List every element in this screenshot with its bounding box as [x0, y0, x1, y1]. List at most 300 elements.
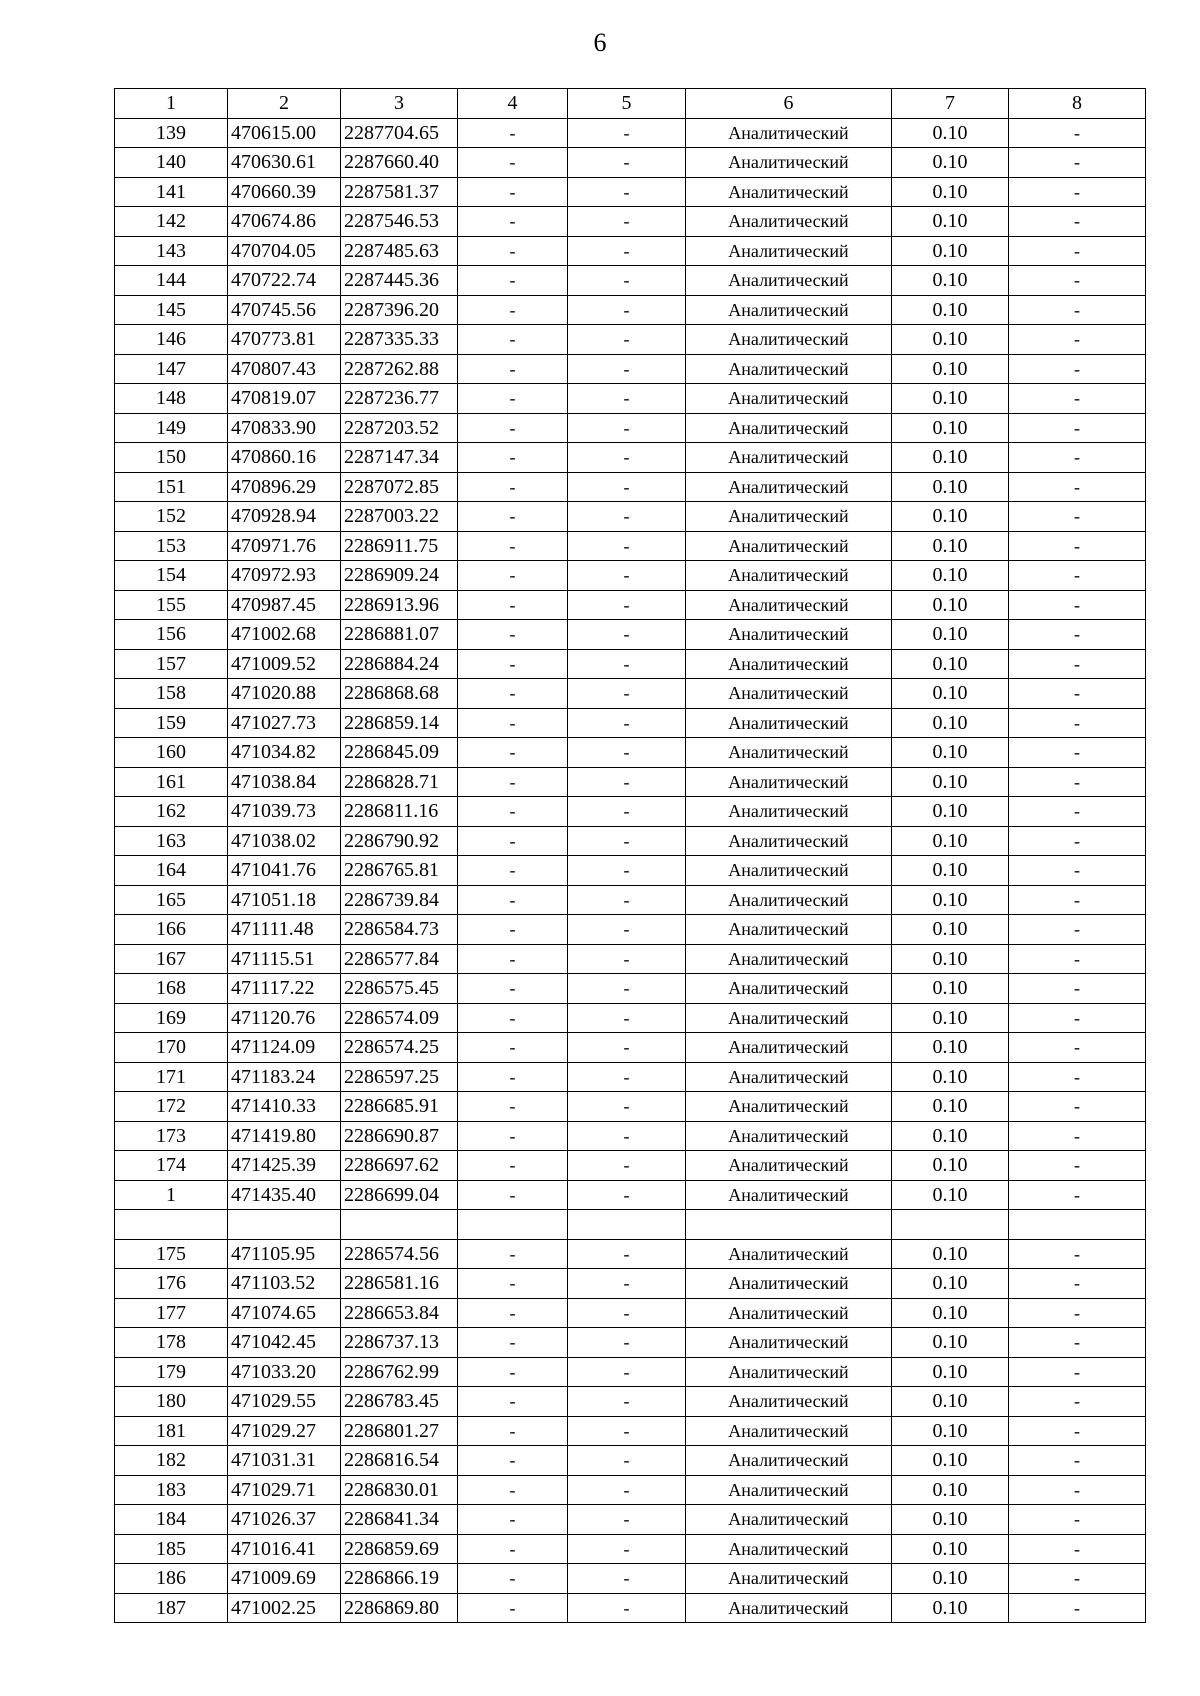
cell-col-8: - [1009, 1357, 1146, 1387]
table-row [115, 148, 1146, 178]
cell-col-8: - [1009, 1328, 1146, 1358]
cell-col-5: - [568, 1062, 686, 1092]
cell-method: Аналитический [686, 767, 892, 797]
cell-x-coordinate: 471027.73 [228, 708, 341, 738]
cell-x-coordinate: 471033.20 [228, 1357, 341, 1387]
cell-accuracy: 0.10 [892, 1475, 1009, 1505]
cell-col-4: - [458, 1062, 568, 1092]
cell-x-coordinate: 470615.00 [228, 118, 341, 148]
table-row [115, 1239, 1146, 1269]
cell-point-number: 159 [115, 708, 228, 738]
cell-col-5: - [568, 1534, 686, 1564]
cell-col-8: - [1009, 118, 1146, 148]
cell-accuracy: 0.10 [892, 1446, 1009, 1476]
cell-accuracy: 0.10 [892, 443, 1009, 473]
cell-col-4: - [458, 207, 568, 237]
cell-col-4: - [458, 1416, 568, 1446]
cell-method: Аналитический [686, 1269, 892, 1299]
cell-col-4: - [458, 1239, 568, 1269]
cell-col-4: - [458, 1387, 568, 1417]
cell-method: Аналитический [686, 413, 892, 443]
cell-method: Аналитический [686, 354, 892, 384]
cell-col-5: - [568, 1416, 686, 1446]
cell-y-coordinate: 2287262.88 [341, 354, 458, 384]
cell-accuracy: 0.10 [892, 1003, 1009, 1033]
cell-y-coordinate: 2287335.33 [341, 325, 458, 355]
cell-x-coordinate: 471002.25 [228, 1593, 341, 1623]
cell-point-number: 170 [115, 1033, 228, 1063]
cell-x-coordinate: 470971.76 [228, 531, 341, 561]
cell-x-coordinate: 471105.95 [228, 1239, 341, 1269]
cell-col-4: - [458, 679, 568, 709]
cell-col-5: - [568, 502, 686, 532]
cell-col-5 [568, 1210, 686, 1240]
cell-x-coordinate: 470674.86 [228, 207, 341, 237]
cell-point-number: 178 [115, 1328, 228, 1358]
cell-col-4: - [458, 472, 568, 502]
cell-method: Аналитический [686, 944, 892, 974]
cell-col-5: - [568, 944, 686, 974]
cell-col-4: - [458, 1269, 568, 1299]
cell-point-number: 154 [115, 561, 228, 591]
cell-col-8: - [1009, 1475, 1146, 1505]
cell-col-8: - [1009, 620, 1146, 650]
cell-col-8: - [1009, 295, 1146, 325]
cell-method: Аналитический [686, 797, 892, 827]
cell-col-4: - [458, 1357, 568, 1387]
table-row [115, 413, 1146, 443]
cell-y-coordinate: 2286859.69 [341, 1534, 458, 1564]
cell-x-coordinate: 470896.29 [228, 472, 341, 502]
cell-x-coordinate: 471039.73 [228, 797, 341, 827]
cell-point-number: 181 [115, 1416, 228, 1446]
table-row [115, 325, 1146, 355]
cell-y-coordinate: 2286699.04 [341, 1180, 458, 1210]
cell-col-4: - [458, 148, 568, 178]
cell-col-8: - [1009, 1505, 1146, 1535]
cell-method: Аналитический [686, 1239, 892, 1269]
cell-y-coordinate: 2286828.71 [341, 767, 458, 797]
table-row [115, 1210, 1146, 1240]
cell-col-4: - [458, 354, 568, 384]
table-row [115, 1121, 1146, 1151]
cell-y-coordinate: 2286790.92 [341, 826, 458, 856]
cell-y-coordinate: 2286653.84 [341, 1298, 458, 1328]
table-row [115, 708, 1146, 738]
cell-accuracy: 0.10 [892, 1239, 1009, 1269]
coordinates-table [114, 88, 1146, 1623]
cell-col-8: - [1009, 590, 1146, 620]
cell-col-4: - [458, 974, 568, 1004]
cell-accuracy: 0.10 [892, 1357, 1009, 1387]
table-row [115, 1475, 1146, 1505]
cell-point-number: 147 [115, 354, 228, 384]
cell-method: Аналитический [686, 1121, 892, 1151]
cell-col-8: - [1009, 944, 1146, 974]
column-header-2: 2 [228, 89, 341, 119]
cell-accuracy: 0.10 [892, 1328, 1009, 1358]
cell-y-coordinate: 2287003.22 [341, 502, 458, 532]
cell-y-coordinate: 2286859.14 [341, 708, 458, 738]
table-row [115, 1387, 1146, 1417]
cell-x-coordinate: 471435.40 [228, 1180, 341, 1210]
cell-col-4: - [458, 295, 568, 325]
cell-accuracy: 0.10 [892, 266, 1009, 296]
cell-col-4: - [458, 236, 568, 266]
cell-y-coordinate: 2287396.20 [341, 295, 458, 325]
cell-method: Аналитический [686, 325, 892, 355]
cell-accuracy: 0.10 [892, 561, 1009, 591]
cell-method: Аналитический [686, 207, 892, 237]
cell-x-coordinate: 470745.56 [228, 295, 341, 325]
cell-col-4: - [458, 738, 568, 768]
cell-method: Аналитический [686, 1180, 892, 1210]
cell-point-number: 150 [115, 443, 228, 473]
cell-method: Аналитический [686, 236, 892, 266]
cell-method: Аналитический [686, 1298, 892, 1328]
cell-accuracy: 0.10 [892, 708, 1009, 738]
cell-y-coordinate: 2286830.01 [341, 1475, 458, 1505]
cell-accuracy: 0.10 [892, 974, 1009, 1004]
cell-method: Аналитический [686, 384, 892, 414]
table-row [115, 944, 1146, 974]
cell-method: Аналитический [686, 266, 892, 296]
cell-col-5: - [568, 1328, 686, 1358]
cell-accuracy: 0.10 [892, 118, 1009, 148]
cell-accuracy: 0.10 [892, 944, 1009, 974]
cell-col-8: - [1009, 1239, 1146, 1269]
cell-x-coordinate: 471419.80 [228, 1121, 341, 1151]
column-header-3: 3 [341, 89, 458, 119]
cell-col-5: - [568, 1475, 686, 1505]
cell-col-5: - [568, 738, 686, 768]
cell-x-coordinate: 471038.84 [228, 767, 341, 797]
cell-y-coordinate: 2287704.65 [341, 118, 458, 148]
cell-col-4: - [458, 856, 568, 886]
cell-col-4: - [458, 885, 568, 915]
cell-point-number: 186 [115, 1564, 228, 1594]
cell-col-4: - [458, 561, 568, 591]
cell-y-coordinate: 2286584.73 [341, 915, 458, 945]
cell-y-coordinate: 2286597.25 [341, 1062, 458, 1092]
cell-x-coordinate: 470972.93 [228, 561, 341, 591]
table-header [115, 89, 1146, 119]
cell-col-5: - [568, 797, 686, 827]
cell-y-coordinate: 2286577.84 [341, 944, 458, 974]
cell-col-8: - [1009, 915, 1146, 945]
cell-y-coordinate: 2286783.45 [341, 1387, 458, 1417]
cell-x-coordinate: 471111.48 [228, 915, 341, 945]
cell-x-coordinate: 471009.52 [228, 649, 341, 679]
table-row [115, 384, 1146, 414]
cell-accuracy: 0.10 [892, 1062, 1009, 1092]
cell-method: Аналитический [686, 1505, 892, 1535]
cell-col-5: - [568, 236, 686, 266]
cell-x-coordinate: 471002.68 [228, 620, 341, 650]
cell-y-coordinate: 2287445.36 [341, 266, 458, 296]
cell-col-8: - [1009, 856, 1146, 886]
cell-accuracy: 0.10 [892, 1092, 1009, 1122]
cell-x-coordinate: 471020.88 [228, 679, 341, 709]
cell-y-coordinate: 2286911.75 [341, 531, 458, 561]
cell-col-4: - [458, 620, 568, 650]
cell-method: Аналитический [686, 1092, 892, 1122]
cell-point-number: 179 [115, 1357, 228, 1387]
table-row [115, 266, 1146, 296]
column-header-6: 6 [686, 89, 892, 119]
cell-method: Аналитический [686, 1475, 892, 1505]
cell-col-4: - [458, 1151, 568, 1181]
cell-accuracy: 0.10 [892, 236, 1009, 266]
table-row [115, 443, 1146, 473]
cell-y-coordinate: 2286690.87 [341, 1121, 458, 1151]
cell-col-4: - [458, 1534, 568, 1564]
cell-accuracy: 0.10 [892, 1180, 1009, 1210]
cell-accuracy: 0.10 [892, 502, 1009, 532]
cell-y-coordinate: 2286881.07 [341, 620, 458, 650]
cell-method: Аналитический [686, 679, 892, 709]
cell-y-coordinate: 2286737.13 [341, 1328, 458, 1358]
cell-col-4: - [458, 826, 568, 856]
cell-col-4: - [458, 1298, 568, 1328]
cell-method: Аналитический [686, 1033, 892, 1063]
cell-point-number: 185 [115, 1534, 228, 1564]
cell-col-8: - [1009, 207, 1146, 237]
cell-y-coordinate: 2286884.24 [341, 649, 458, 679]
table-row [115, 177, 1146, 207]
cell-x-coordinate: 471117.22 [228, 974, 341, 1004]
table-row [115, 1416, 1146, 1446]
cell-accuracy: 0.10 [892, 1534, 1009, 1564]
cell-col-5: - [568, 590, 686, 620]
cell-col-5: - [568, 649, 686, 679]
cell-y-coordinate: 2286685.91 [341, 1092, 458, 1122]
table-body [115, 118, 1146, 1623]
cell-x-coordinate: 471115.51 [228, 944, 341, 974]
cell-accuracy: 0.10 [892, 531, 1009, 561]
cell-x-coordinate: 470773.81 [228, 325, 341, 355]
cell-col-5: - [568, 620, 686, 650]
cell-y-coordinate: 2286574.09 [341, 1003, 458, 1033]
cell-x-coordinate: 470928.94 [228, 502, 341, 532]
cell-col-5: - [568, 826, 686, 856]
cell-method: Аналитический [686, 915, 892, 945]
cell-col-5: - [568, 1387, 686, 1417]
cell-col-8: - [1009, 738, 1146, 768]
column-header-7: 7 [892, 89, 1009, 119]
cell-col-8: - [1009, 531, 1146, 561]
cell-point-number: 180 [115, 1387, 228, 1417]
cell-col-5: - [568, 472, 686, 502]
cell-col-4: - [458, 1446, 568, 1476]
cell-col-5: - [568, 413, 686, 443]
cell-col-5: - [568, 974, 686, 1004]
cell-y-coordinate: 2286801.27 [341, 1416, 458, 1446]
cell-col-8: - [1009, 679, 1146, 709]
cell-accuracy: 0.10 [892, 384, 1009, 414]
cell-y-coordinate: 2286762.99 [341, 1357, 458, 1387]
cell-accuracy [892, 1210, 1009, 1240]
cell-col-5: - [568, 1269, 686, 1299]
table-row [115, 885, 1146, 915]
table-row [115, 590, 1146, 620]
table-row [115, 797, 1146, 827]
cell-x-coordinate: 471410.33 [228, 1092, 341, 1122]
cell-col-8: - [1009, 1180, 1146, 1210]
cell-point-number: 177 [115, 1298, 228, 1328]
cell-x-coordinate: 471103.52 [228, 1269, 341, 1299]
cell-x-coordinate: 470987.45 [228, 590, 341, 620]
cell-x-coordinate: 471034.82 [228, 738, 341, 768]
cell-method: Аналитический [686, 1564, 892, 1594]
cell-col-5: - [568, 325, 686, 355]
cell-col-8: - [1009, 1269, 1146, 1299]
cell-accuracy: 0.10 [892, 1121, 1009, 1151]
cell-col-8: - [1009, 384, 1146, 414]
cell-col-4: - [458, 1505, 568, 1535]
cell-accuracy: 0.10 [892, 649, 1009, 679]
cell-accuracy: 0.10 [892, 1564, 1009, 1594]
cell-col-4: - [458, 708, 568, 738]
cell-y-coordinate: 2286866.19 [341, 1564, 458, 1594]
cell-method: Аналитический [686, 856, 892, 886]
cell-col-5: - [568, 295, 686, 325]
table-row [115, 1534, 1146, 1564]
table-row [115, 1269, 1146, 1299]
table-row [115, 767, 1146, 797]
cell-method: Аналитический [686, 1003, 892, 1033]
cell-col-8: - [1009, 236, 1146, 266]
cell-col-5: - [568, 384, 686, 414]
cell-col-5: - [568, 915, 686, 945]
cell-col-4: - [458, 590, 568, 620]
cell-method: Аналитический [686, 177, 892, 207]
cell-point-number: 182 [115, 1446, 228, 1476]
cell-point-number: 171 [115, 1062, 228, 1092]
cell-point-number: 155 [115, 590, 228, 620]
table-row [115, 974, 1146, 1004]
cell-y-coordinate: 2286574.56 [341, 1239, 458, 1269]
cell-point-number: 167 [115, 944, 228, 974]
cell-col-4: - [458, 177, 568, 207]
table-row [115, 1151, 1146, 1181]
cell-col-4: - [458, 325, 568, 355]
cell-col-5: - [568, 1505, 686, 1535]
table-row [115, 354, 1146, 384]
cell-accuracy: 0.10 [892, 767, 1009, 797]
cell-point-number: 168 [115, 974, 228, 1004]
cell-col-4: - [458, 1180, 568, 1210]
cell-col-5: - [568, 856, 686, 886]
cell-col-5: - [568, 1357, 686, 1387]
table-row [115, 1033, 1146, 1063]
table-row [115, 1298, 1146, 1328]
cell-x-coordinate: 470660.39 [228, 177, 341, 207]
cell-col-4: - [458, 443, 568, 473]
cell-accuracy: 0.10 [892, 177, 1009, 207]
cell-x-coordinate: 471016.41 [228, 1534, 341, 1564]
cell-method: Аналитический [686, 443, 892, 473]
cell-col-8: - [1009, 649, 1146, 679]
cell-col-5: - [568, 1239, 686, 1269]
cell-col-4: - [458, 767, 568, 797]
cell-col-8: - [1009, 1092, 1146, 1122]
cell-col-5: - [568, 531, 686, 561]
cell-x-coordinate: 471031.31 [228, 1446, 341, 1476]
cell-method: Аналитический [686, 561, 892, 591]
cell-col-4: - [458, 1564, 568, 1594]
cell-accuracy: 0.10 [892, 1269, 1009, 1299]
cell-col-8: - [1009, 266, 1146, 296]
cell-method: Аналитический [686, 295, 892, 325]
cell-point-number: 169 [115, 1003, 228, 1033]
cell-y-coordinate [341, 1210, 458, 1240]
cell-method: Аналитический [686, 502, 892, 532]
cell-accuracy: 0.10 [892, 856, 1009, 886]
cell-y-coordinate: 2287072.85 [341, 472, 458, 502]
cell-point-number: 172 [115, 1092, 228, 1122]
table-row [115, 856, 1146, 886]
cell-y-coordinate: 2286765.81 [341, 856, 458, 886]
cell-accuracy: 0.10 [892, 826, 1009, 856]
cell-col-8: - [1009, 561, 1146, 591]
cell-accuracy: 0.10 [892, 354, 1009, 384]
cell-col-4: - [458, 384, 568, 414]
page-number: 6 [593, 28, 607, 57]
cell-point-number: 164 [115, 856, 228, 886]
cell-point-number: 158 [115, 679, 228, 709]
cell-col-8: - [1009, 826, 1146, 856]
cell-col-4: - [458, 1593, 568, 1623]
cell-method: Аналитический [686, 708, 892, 738]
cell-method: Аналитический [686, 1534, 892, 1564]
cell-point-number: 143 [115, 236, 228, 266]
cell-col-4: - [458, 531, 568, 561]
cell-point-number: 160 [115, 738, 228, 768]
cell-x-coordinate: 470630.61 [228, 148, 341, 178]
cell-col-4: - [458, 118, 568, 148]
cell-point-number: 166 [115, 915, 228, 945]
cell-col-5: - [568, 1298, 686, 1328]
table-row [115, 826, 1146, 856]
cell-point-number: 1 [115, 1180, 228, 1210]
cell-method: Аналитический [686, 620, 892, 650]
cell-accuracy: 0.10 [892, 915, 1009, 945]
cell-col-5: - [568, 207, 686, 237]
cell-method [686, 1210, 892, 1240]
cell-accuracy: 0.10 [892, 885, 1009, 915]
cell-col-5: - [568, 266, 686, 296]
table-row [115, 738, 1146, 768]
cell-col-8: - [1009, 1416, 1146, 1446]
cell-x-coordinate: 471026.37 [228, 1505, 341, 1535]
cell-col-8: - [1009, 413, 1146, 443]
table-row [115, 207, 1146, 237]
cell-col-8: - [1009, 502, 1146, 532]
cell-accuracy: 0.10 [892, 738, 1009, 768]
table-row [115, 1357, 1146, 1387]
cell-method: Аналитический [686, 1151, 892, 1181]
table-row [115, 1328, 1146, 1358]
cell-x-coordinate: 470704.05 [228, 236, 341, 266]
cell-y-coordinate: 2286697.62 [341, 1151, 458, 1181]
cell-accuracy: 0.10 [892, 1387, 1009, 1417]
cell-col-5: - [568, 148, 686, 178]
cell-method: Аналитический [686, 826, 892, 856]
cell-y-coordinate: 2286869.80 [341, 1593, 458, 1623]
cell-point-number: 149 [115, 413, 228, 443]
cell-y-coordinate: 2286845.09 [341, 738, 458, 768]
